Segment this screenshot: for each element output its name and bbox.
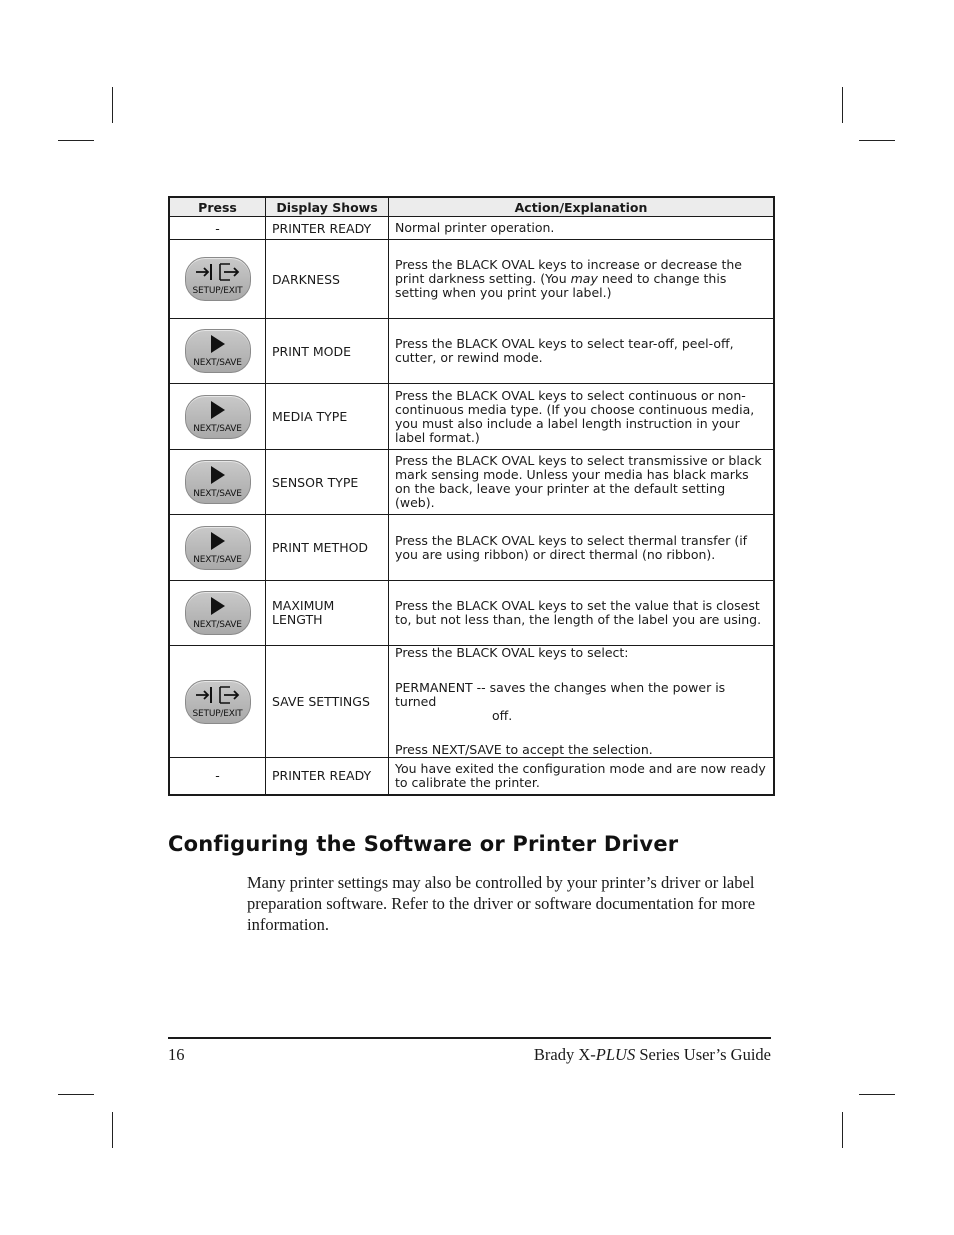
table-row bbox=[169, 450, 774, 515]
play-arrow-icon bbox=[208, 400, 228, 420]
table-row bbox=[169, 319, 774, 384]
table-header-row bbox=[169, 197, 774, 217]
action-cell: Press the BLACK OVAL keys to select transmissive or black mark sensing mode. Unless your media has black marks on the back, leave your printer at the default setting (web). bbox=[389, 450, 775, 515]
table-row bbox=[169, 515, 774, 581]
next-save-key bbox=[185, 395, 251, 439]
next-save-key bbox=[185, 591, 251, 635]
guide-title bbox=[534, 1045, 771, 1065]
section-body: Many printer settings may also be controlled by your printer’s driver or label preparation software. Refer to the driver or software documentation for more information. bbox=[247, 873, 756, 934]
next-save-key bbox=[185, 526, 251, 570]
play-arrow-icon bbox=[208, 596, 228, 616]
play-arrow-icon bbox=[208, 465, 228, 485]
press-cell bbox=[169, 450, 266, 515]
key-label: NEXT/SAVE bbox=[193, 554, 242, 565]
guide-suffix: Series User’s Guide bbox=[635, 1045, 771, 1064]
crop-mark bbox=[58, 1094, 94, 1095]
press-cell bbox=[169, 646, 266, 758]
action-line: Press the BLACK OVAL keys to select: bbox=[395, 645, 629, 660]
press-cell bbox=[169, 581, 266, 646]
crop-mark bbox=[859, 140, 895, 141]
header-press: Press bbox=[169, 197, 266, 217]
action-cell: Press the BLACK OVAL keys to select continuous or non-continuous media type. (If you choose continuous media, you must also include a label length instruction in your label format.) bbox=[389, 384, 775, 450]
display-cell: SENSOR TYPE bbox=[266, 450, 389, 515]
page-number: 16 bbox=[168, 1045, 185, 1064]
section-heading: Configuring the Software or Printer Driver bbox=[168, 832, 679, 856]
header-display-shows: Display Shows bbox=[266, 197, 389, 217]
press-cell bbox=[169, 240, 266, 319]
key-label: NEXT/SAVE bbox=[193, 489, 242, 499]
display-cell: SAVE SETTINGS bbox=[266, 646, 389, 758]
action-cell: Normal printer operation. bbox=[389, 217, 775, 240]
display-cell bbox=[266, 581, 389, 646]
action-text: need to change this setting when you print your label.) bbox=[395, 271, 727, 300]
press-cell bbox=[169, 515, 266, 581]
key-label: SETUP/EXIT bbox=[192, 708, 243, 719]
action-text: Press the BLACK OVAL keys to increase or decrease the print darkness setting. (You bbox=[395, 257, 742, 286]
press-cell bbox=[169, 319, 266, 384]
setup-exit-icon bbox=[193, 685, 243, 705]
play-arrow-icon bbox=[208, 531, 228, 551]
action-cell bbox=[389, 646, 775, 758]
crop-mark bbox=[842, 1112, 843, 1148]
setup-exit-icon bbox=[193, 262, 243, 282]
action-line: PERMANENT -- saves the changes when the power is turned bbox=[395, 680, 726, 709]
display-cell: PRINT METHOD bbox=[266, 515, 389, 581]
setup-exit-key bbox=[185, 680, 251, 724]
crop-mark bbox=[112, 1112, 113, 1148]
press-cell bbox=[169, 384, 266, 450]
table-row bbox=[169, 581, 774, 646]
display-cell: PRINTER READY bbox=[266, 217, 389, 240]
display-cell: PRINT MODE bbox=[266, 319, 389, 384]
setup-exit-key bbox=[185, 257, 251, 301]
display-text: MAXIMUM LENGTH bbox=[272, 598, 335, 627]
crop-mark bbox=[112, 87, 113, 123]
action-cell: Press the BLACK OVAL keys to select thermal transfer (if you are using ribbon) or direct thermal (no ribbon). bbox=[389, 515, 775, 581]
display-cell: MEDIA TYPE bbox=[266, 384, 389, 450]
guide-prefix: Brady X- bbox=[533, 1045, 596, 1064]
table-row bbox=[169, 758, 774, 795]
press-cell: - bbox=[169, 758, 266, 795]
header-action: Action/Explanation bbox=[389, 197, 775, 217]
next-save-key bbox=[185, 460, 251, 504]
action-cell: You have exited the configuration mode and are now ready to calibrate the printer. bbox=[389, 758, 775, 795]
next-save-key bbox=[185, 329, 251, 373]
key-label: NEXT/SAVE bbox=[193, 358, 242, 368]
action-line: Press NEXT/SAVE to accept the selection. bbox=[395, 742, 653, 757]
key-label: SETUP/EXIT bbox=[192, 286, 243, 296]
display-cell: DARKNESS bbox=[266, 240, 389, 319]
crop-mark bbox=[58, 140, 94, 141]
key-label: NEXT/SAVE bbox=[193, 423, 242, 434]
configuration-table bbox=[168, 196, 775, 796]
crop-mark bbox=[859, 1094, 895, 1095]
play-arrow-icon bbox=[208, 334, 228, 354]
action-cell: Press the BLACK OVAL keys to set the value that is closest to, but not less than, the length of the label you are using. bbox=[389, 581, 775, 646]
press-cell: - bbox=[169, 217, 266, 240]
table-row bbox=[169, 240, 774, 319]
table-row bbox=[169, 217, 774, 240]
action-cell bbox=[389, 240, 775, 319]
action-cell: Press the BLACK OVAL keys to select tear-off, peel-off, cutter, or rewind mode. bbox=[389, 319, 775, 384]
footer-rule bbox=[168, 1037, 771, 1039]
guide-italic: PLUS bbox=[595, 1045, 636, 1064]
crop-mark bbox=[842, 87, 843, 123]
table-row bbox=[169, 384, 774, 450]
display-cell: PRINTER READY bbox=[266, 758, 389, 795]
action-emphasis: may bbox=[570, 271, 598, 286]
key-label: NEXT/SAVE bbox=[193, 620, 242, 630]
action-line: off. bbox=[492, 708, 513, 723]
table-row bbox=[169, 646, 774, 758]
